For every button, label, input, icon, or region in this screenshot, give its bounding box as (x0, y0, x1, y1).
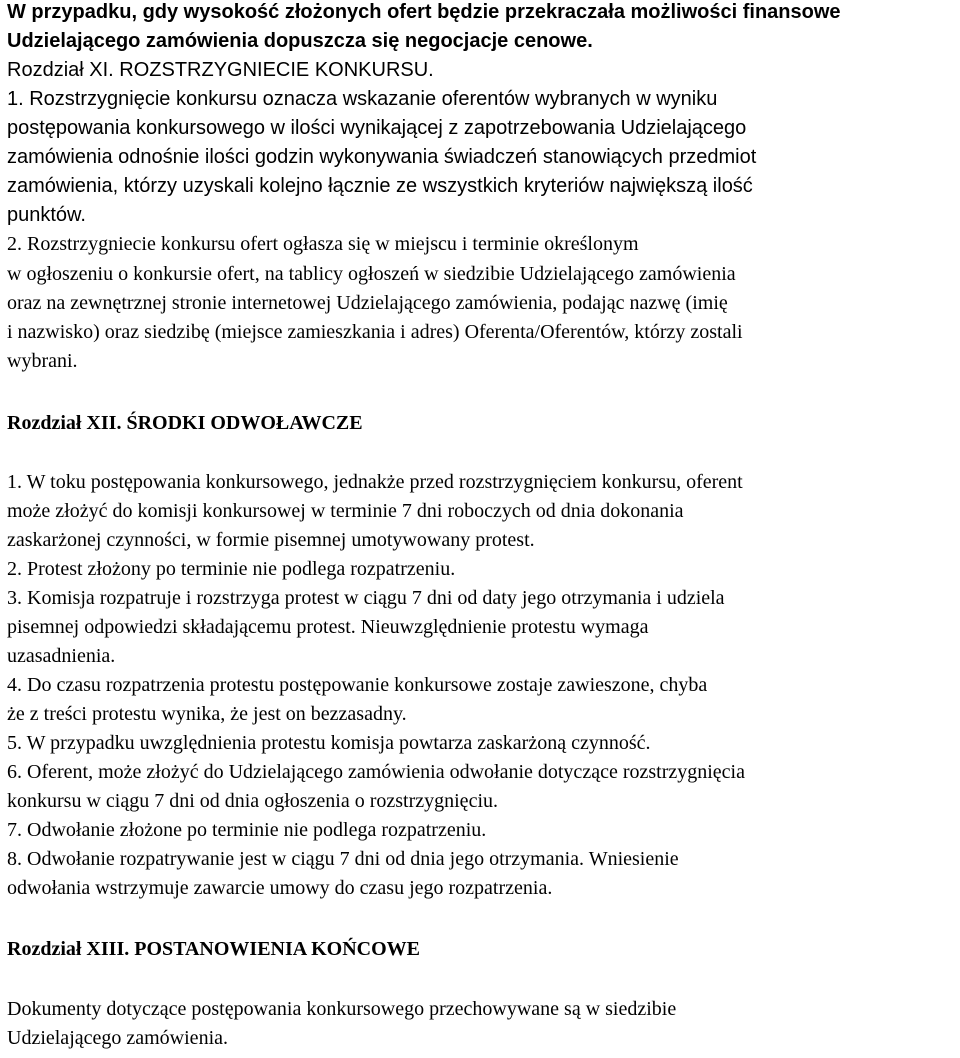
chapter-12-text-line: że z treści protestu wynika, że jest on bezzasadny. (7, 703, 407, 725)
chapter-11-heading: Rozdział XI. ROZSTRZYGNIECIE KONKURSU. (7, 59, 434, 81)
chapter-11-text-line: wybrani. (7, 350, 78, 372)
chapter-11-text-line: zamówienia odnośnie ilości godzin wykonywania świadczeń stanowiących przedmiot (7, 146, 757, 168)
chapter-13-heading: Rozdział XIII. POSTANOWIENIA KOŃCOWE (7, 938, 421, 960)
chapter-11-text-line: 2. Rozstrzygniecie konkursu ofert ogłasza się w miejscu i terminie określonym (7, 233, 639, 255)
chapter-12-text-line: 2. Protest złożony po terminie nie podlega rozpatrzeniu. (7, 558, 456, 580)
chapter-11-text-line: oraz na zewnętrznej stronie internetowej Udzielającego zamówienia, podając nazwę (imię (7, 292, 728, 314)
chapter-12-text-line: 8. Odwołanie rozpatrywanie jest w ciągu 7 dni od dnia jego otrzymania. Wniesienie (7, 848, 679, 870)
intro-line: Udzielającego zamówienia dopuszcza się negocjacje cenowe. (7, 30, 593, 52)
chapter-12-text-line: 5. W przypadku uwzględnienia protestu komisja powtarza zaskarżoną czynność. (7, 732, 651, 754)
chapter-12-text-line: zaskarżonej czynności, w formie pisemnej umotywowany protest. (7, 529, 535, 551)
chapter-11-text-line: w ogłoszeniu o konkursie ofert, na tablicy ogłoszeń w siedzibie Udzielającego zamówienia (7, 263, 736, 285)
intro-line: W przypadku, gdy wysokość złożonych ofert będzie przekraczała możliwości finansowe (7, 1, 841, 23)
chapter-11-text-line: 1. Rozstrzygnięcie konkursu oznacza wskazanie oferentów wybranych w wyniku (7, 88, 718, 110)
chapter-12-text-line: może złożyć do komisji konkursowej w terminie 7 dni roboczych od dnia dokonania (7, 500, 684, 522)
chapter-11-text-line: i nazwisko) oraz siedzibę (miejsce zamieszkania i adres) Oferenta/Oferentów, którzy zostali (7, 321, 743, 343)
chapter-11-text-line: zamówienia, którzy uzyskali kolejno łącznie ze wszystkich kryteriów największą ilość (7, 175, 753, 197)
chapter-12-text-line: uzasadnienia. (7, 645, 116, 667)
chapter-12-text-line: 4. Do czasu rozpatrzenia protestu postępowanie konkursowe zostaje zawieszone, chyba (7, 674, 708, 696)
chapter-12-text-line: 3. Komisja rozpatruje i rozstrzyga protest w ciągu 7 dni od daty jego otrzymania i udziela (7, 587, 725, 609)
chapter-12-text-line: 6. Oferent, może złożyć do Udzielającego zamówienia odwołanie dotyczące rozstrzygnięcia (7, 761, 745, 783)
chapter-12-text-line: konkursu w ciągu 7 dni od dnia ogłoszenia o rozstrzygnięciu. (7, 790, 498, 812)
chapter-11-text-line: postępowania konkursowego w ilości wynikającej z zapotrzebowania Udzielającego (7, 117, 747, 139)
chapter-12-text-line: 7. Odwołanie złożone po terminie nie podlega rozpatrzeniu. (7, 819, 487, 841)
chapter-13-text-line: Udzielającego zamówienia. (7, 1027, 228, 1049)
chapter-11-text-line: punktów. (7, 204, 86, 226)
chapter-12-text-line: 1. W toku postępowania konkursowego, jednakże przed rozstrzygnięciem konkursu, oferent (7, 471, 743, 493)
chapter-12-heading: Rozdział XII. ŚRODKI ODWOŁAWCZE (7, 412, 363, 434)
chapter-12-text-line: odwołania wstrzymuje zawarcie umowy do czasu jego rozpatrzenia. (7, 877, 553, 899)
chapter-13-text-line: Dokumenty dotyczące postępowania konkursowego przechowywane są w siedzibie (7, 998, 677, 1020)
chapter-12-text-line: pisemnej odpowiedzi składającemu protest. Nieuwzględnienie protestu wymaga (7, 616, 649, 638)
